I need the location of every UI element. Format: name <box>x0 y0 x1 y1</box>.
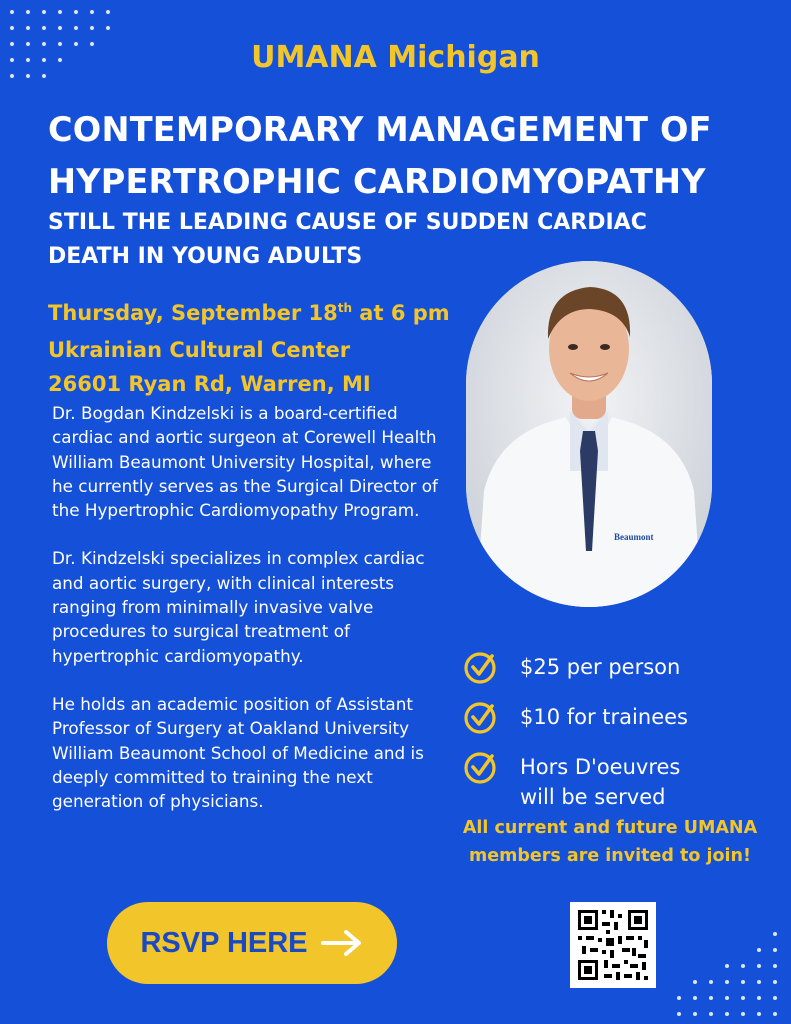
bio-paragraph: Dr. Bogdan Kindzelski is a board-certified cardiac and aortic surgeon at Corewell Health William Beaumont University Hospital, where he currently serves as the Surgical Director of the Hypertrophic Cardiomyopathy Program. <box>52 403 438 521</box>
event-subtitle <box>48 206 728 274</box>
event-address: 26601 Ryan Rd, Warren, MI <box>48 372 371 396</box>
speaker-bio <box>52 401 450 837</box>
qr-code[interactable] <box>570 902 656 988</box>
list-item-text: will be served <box>520 785 666 809</box>
event-date-main: Thursday, September 18 <box>48 301 338 325</box>
list-item-text: Hors D'oeuvres <box>520 755 681 779</box>
bio-paragraph: He holds an academic position of Assistant Professor of Surgery at Oakland University William Beaumont School of Medicine and is deeply committed to training the next generation of physicians. <box>52 693 424 812</box>
event-title <box>48 104 768 208</box>
subtitle-line: STILL THE LEADING CAUSE OF SUDDEN CARDIAC <box>48 210 647 235</box>
decorative-dots-bottom-right <box>663 928 783 1018</box>
coat-logo-text: Beaumont <box>614 532 654 542</box>
check-circle-icon <box>462 750 498 786</box>
invite-line: members are invited to join! <box>469 846 751 866</box>
check-circle-icon <box>462 700 498 736</box>
event-info-list <box>462 650 782 826</box>
event-date-time: at 6 pm <box>352 301 450 325</box>
list-item <box>462 750 782 812</box>
event-date-ordinal: th <box>337 301 352 315</box>
bio-paragraph: Dr. Kindzelski specializes in complex cardiac and aortic surgery, with clinical interests ranging from minimally invasive valve procedures to surgical treatment of hypertrophic cardiomyopathy. <box>52 548 425 666</box>
speaker-photo <box>466 261 712 607</box>
list-item-text: $25 per person <box>520 655 681 679</box>
event-date <box>48 296 468 333</box>
arrow-right-icon <box>320 928 364 958</box>
organization-name: UMANA Michigan <box>251 40 540 75</box>
invite-line: All current and future UMANA <box>462 818 758 838</box>
subtitle-line: DEATH IN YOUNG ADULTS <box>48 244 363 269</box>
event-venue: Ukrainian Cultural Center <box>48 338 351 362</box>
title-line: HYPERTROPHIC CARDIOMYOPATHY <box>48 162 706 201</box>
title-line: CONTEMPORARY MANAGEMENT OF <box>48 110 712 149</box>
list-item-text: $10 for trainees <box>520 705 688 729</box>
list-item <box>462 700 782 736</box>
invitation-note <box>450 814 770 870</box>
list-item <box>462 650 782 686</box>
rsvp-button[interactable] <box>107 902 397 984</box>
event-details <box>48 296 468 401</box>
check-circle-icon <box>462 650 498 686</box>
rsvp-label: RSVP HERE <box>140 926 308 959</box>
